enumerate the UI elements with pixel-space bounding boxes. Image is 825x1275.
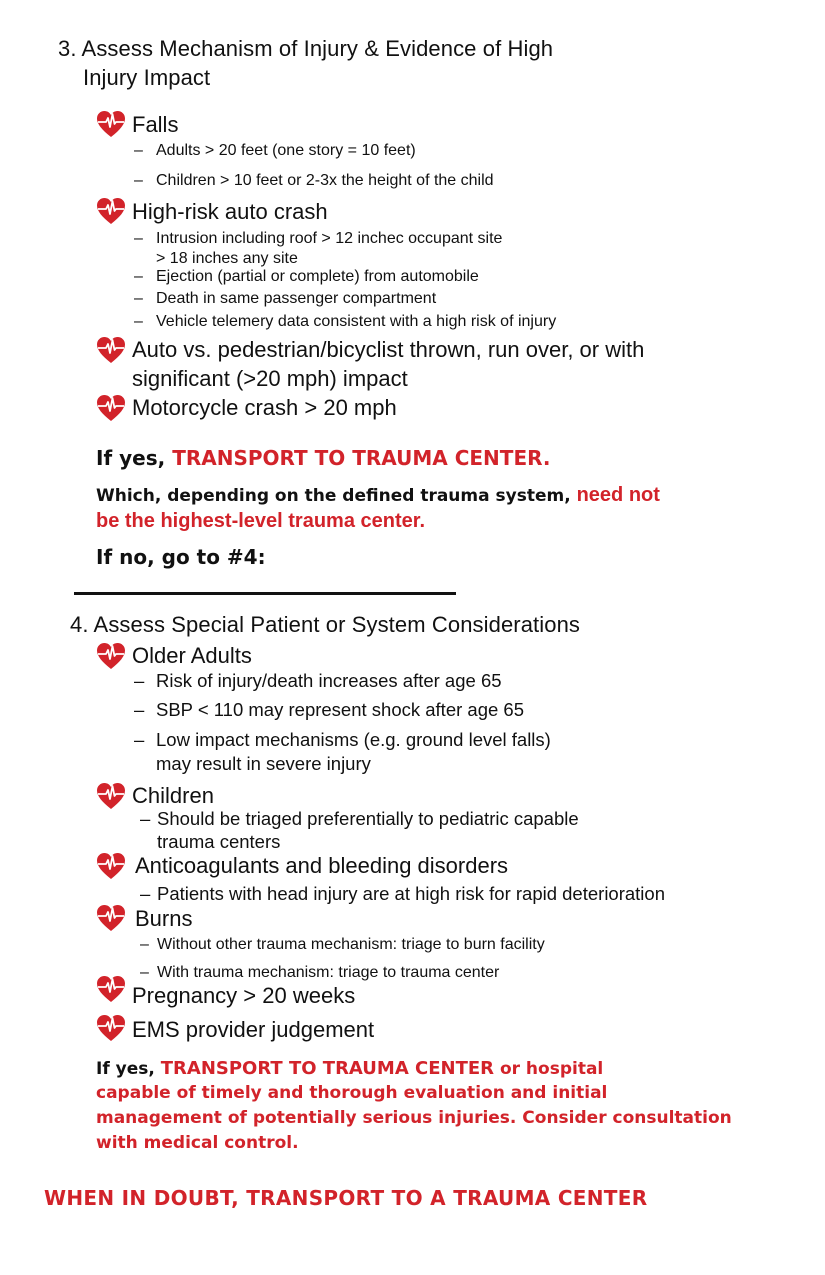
- older-item-2: – SBP < 110 may represent shock after age 65: [134, 699, 524, 720]
- footer-banner: WHEN IN DOUBT, TRANSPORT TO A TRAUMA CENTER: [44, 1186, 648, 1210]
- anticoagulants-label: Anticoagulants and bleeding disorders: [135, 853, 509, 878]
- if-yes-transport-3: If yes, TRANSPORT TO TRAUMA CENTER.: [96, 446, 551, 470]
- auto-item-3: – Death in same passenger compartment: [134, 290, 437, 307]
- older-item-3: – Low impact mechanisms (e.g. ground level falls): [134, 729, 551, 750]
- falls-item-2: – Children > 10 feet or 2-3x the height of the child: [134, 172, 494, 189]
- auto-item-1-cont: > 18 inches any site: [156, 250, 298, 267]
- falls-label: Falls: [132, 112, 179, 137]
- heart-ekg-icon: [96, 975, 126, 1003]
- heart-ekg-icon: [96, 852, 126, 880]
- auto-item-1: – Intrusion including roof > 12 inchec occupant site: [134, 230, 503, 247]
- heart-ekg-icon: [96, 394, 126, 422]
- motorcycle-label: Motorcycle crash > 20 mph: [132, 395, 397, 420]
- heart-ekg-icon: [96, 110, 126, 138]
- paragraph-line2: management of potentially serious injuries. Consider consultation: [96, 1108, 732, 1128]
- auto-crash-label: High-risk auto crash: [132, 199, 328, 224]
- if-no-goto-4: If no, go to #4:: [96, 545, 266, 569]
- section3-title-line1: 3. Assess Mechanism of Injury & Evidence of High: [58, 36, 554, 61]
- auto-item-2: – Ejection (partial or complete) from automobile: [134, 268, 479, 285]
- older-item-3-cont: may result in severe injury: [156, 753, 371, 774]
- heart-ekg-icon: [96, 642, 126, 670]
- heart-ekg-icon: [96, 1014, 126, 1042]
- heart-ekg-icon: [96, 336, 126, 364]
- which-line2: be the highest-level trauma center.: [96, 510, 425, 532]
- heart-ekg-icon: [96, 782, 126, 810]
- auto-pedestrian-line1: Auto vs. pedestrian/bicyclist thrown, run over, or with: [132, 337, 645, 362]
- older-item-1: – Risk of injury/death increases after age 65: [134, 670, 502, 691]
- burns-item-2: – With trauma mechanism: triage to trauma center: [140, 964, 500, 981]
- ems-judgement-label: EMS provider judgement: [132, 1017, 375, 1042]
- auto-pedestrian-line2: significant (>20 mph) impact: [132, 366, 408, 391]
- children-item-1: – Should be triaged preferentially to pediatric capable: [140, 808, 579, 829]
- section4-title: 4. Assess Special Patient or System Considerations: [70, 612, 581, 637]
- falls-item-1: – Adults > 20 feet (one story = 10 feet): [134, 142, 416, 159]
- pregnancy-label: Pregnancy > 20 weeks: [132, 983, 356, 1008]
- older-adults-label: Older Adults: [132, 643, 252, 668]
- section-divider: [74, 592, 456, 595]
- auto-item-4: – Vehicle telemery data consistent with a high risk of injury: [134, 313, 557, 330]
- anticoag-item-1: – Patients with head injury are at high risk for rapid deterioration: [140, 883, 665, 904]
- burns-item-1: – Without other trauma mechanism: triage to burn facility: [140, 936, 545, 953]
- children-item-1-cont: trauma centers: [157, 831, 281, 852]
- heart-ekg-icon: [96, 904, 126, 932]
- children-label: Children: [132, 783, 214, 808]
- if-yes-transport-4: If yes, TRANSPORT TO TRAUMA CENTER or hospital: [96, 1058, 604, 1079]
- heart-ekg-icon: [96, 197, 126, 225]
- which-line1: Which, depending on the defined trauma system, need not: [96, 484, 660, 506]
- burns-label: Burns: [135, 906, 193, 931]
- section3-title-line2: Injury Impact: [83, 65, 211, 90]
- paragraph-line3: with medical control.: [96, 1133, 299, 1153]
- paragraph-line1: capable of timely and thorough evaluation and initial: [96, 1083, 608, 1103]
